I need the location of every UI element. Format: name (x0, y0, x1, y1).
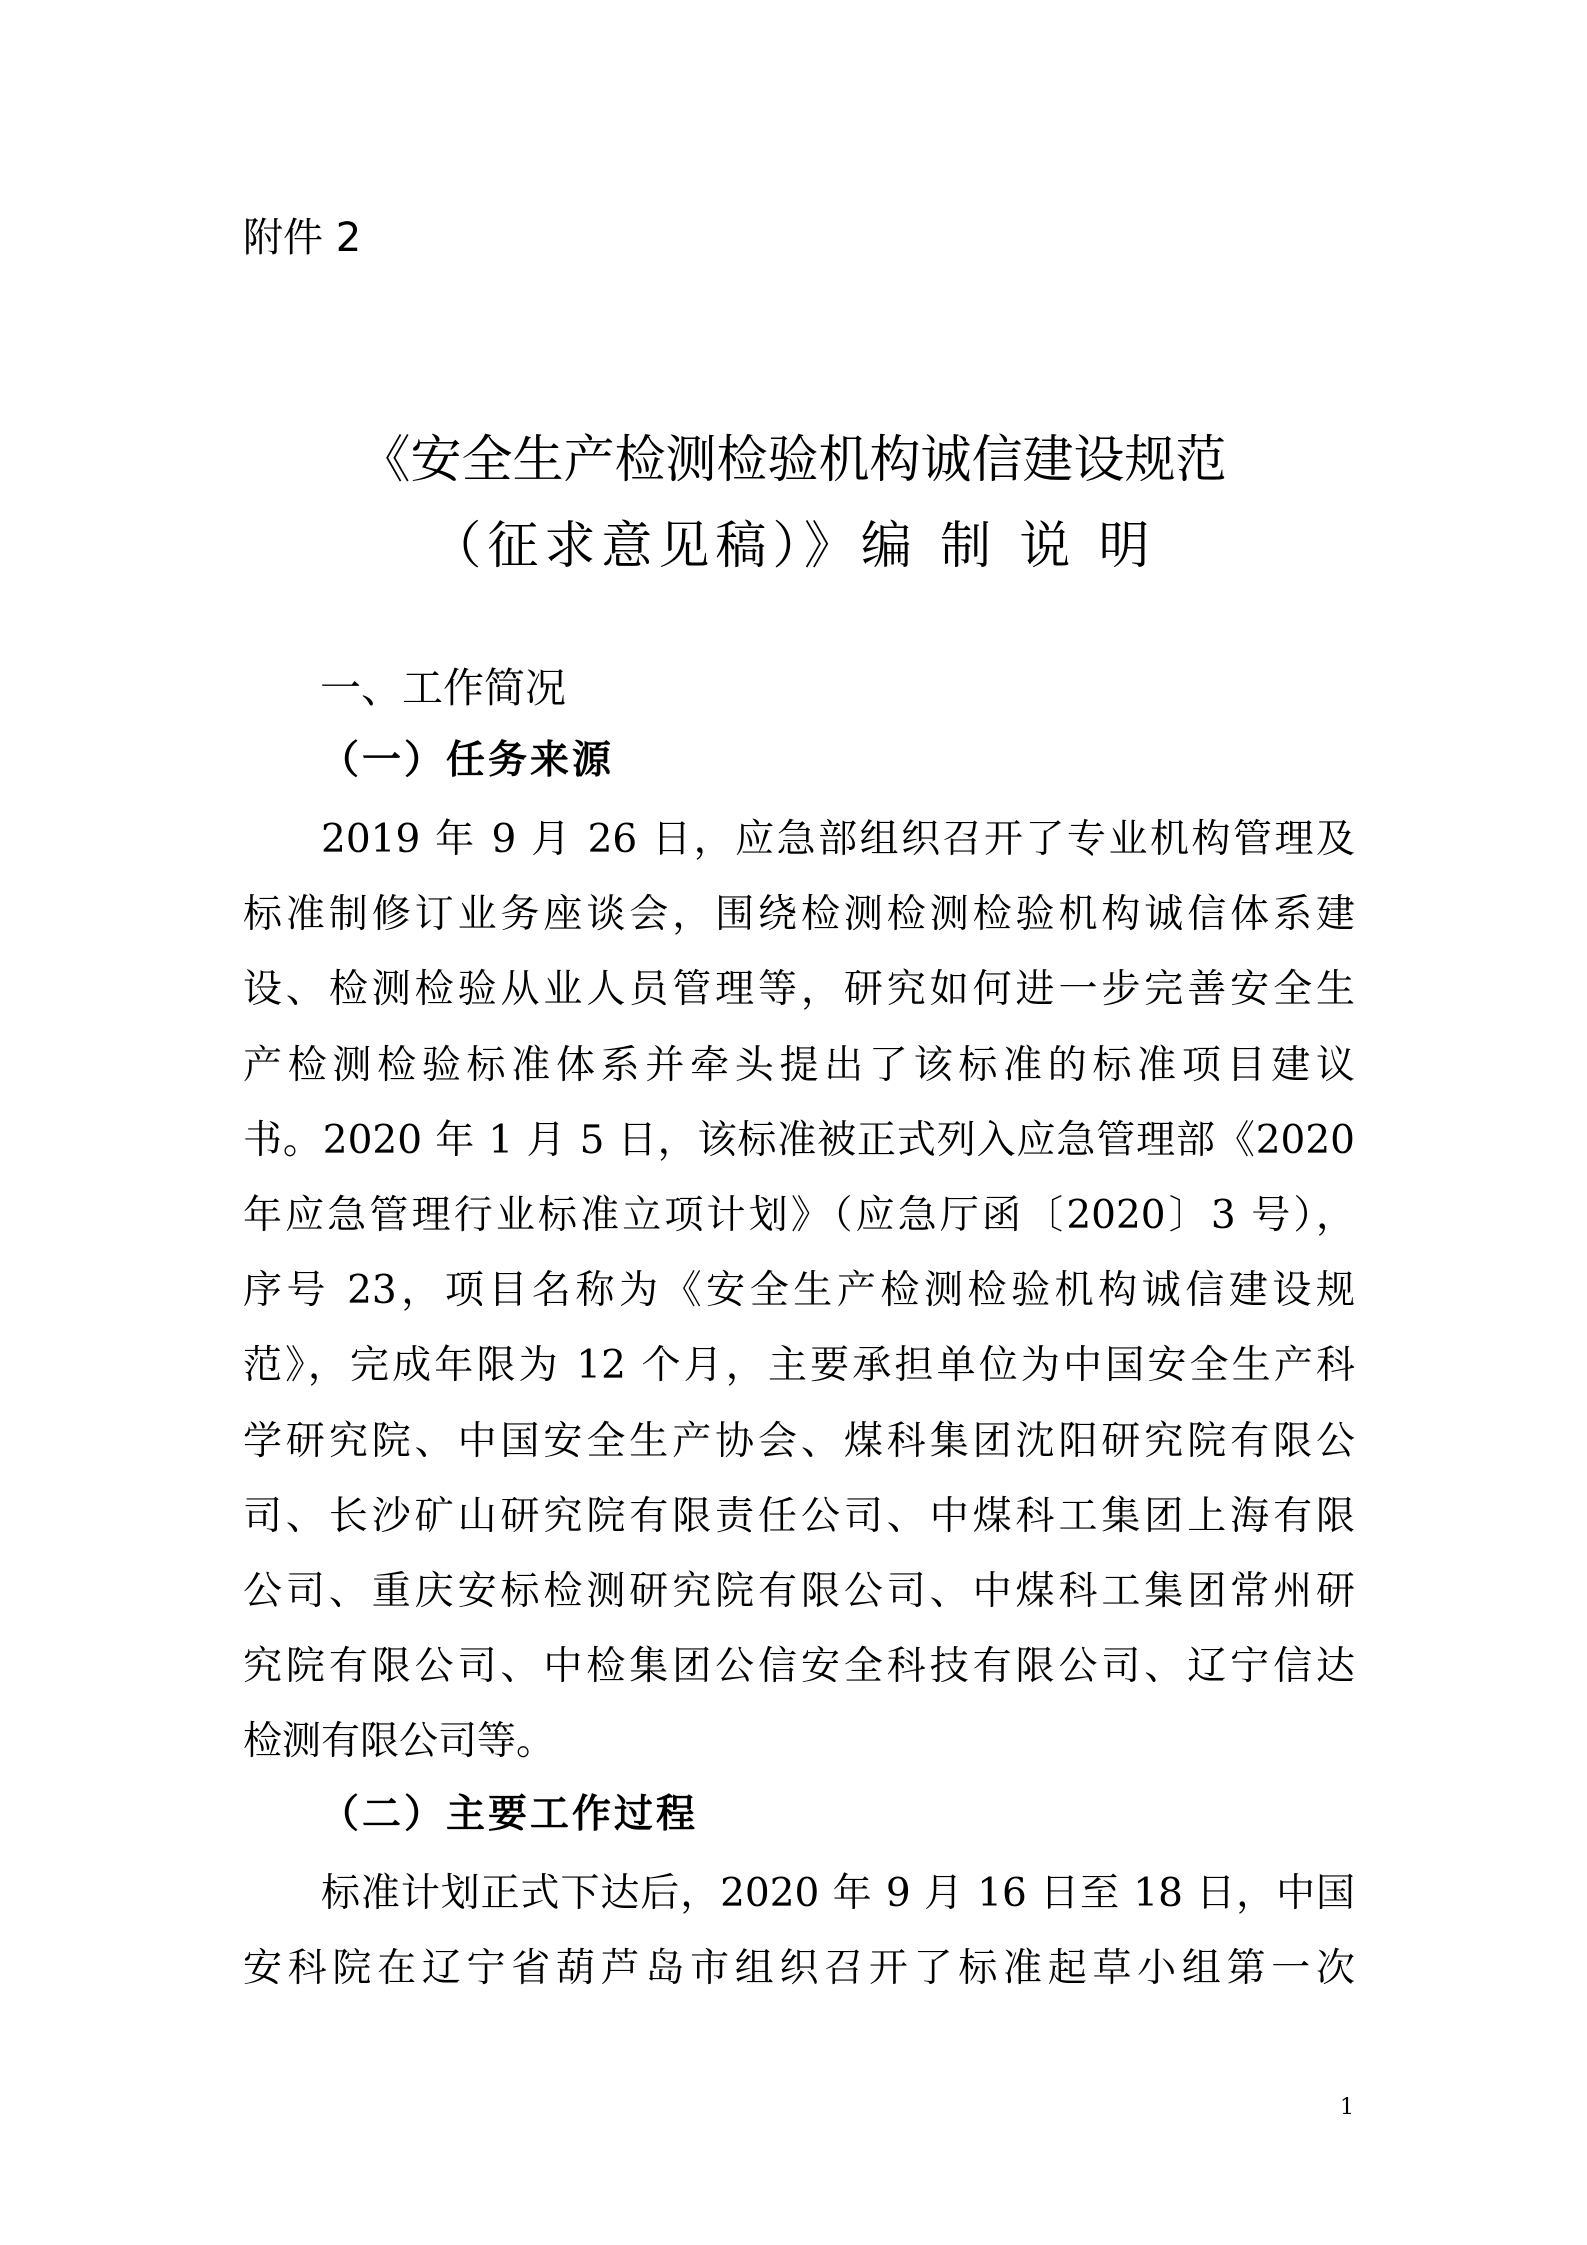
paragraph-line: 序号 23，项目名称为《安全生产检测检验机构诚信建设规 (243, 1268, 1355, 1314)
paragraph-line: 安科院在辽宁省葫芦岛市组织召开了标准起草小组第一次 (243, 1946, 1355, 1992)
paragraph-task-source (243, 802, 1355, 1779)
title-line-1: 《安全生产检测检验机构诚信建设规范 (359, 431, 1227, 490)
paragraph-line: 设、检测检验从业人员管理等，研究如何进一步完善安全生 (243, 967, 1355, 1013)
subsection-heading-main-work-process: （二）主要工作过程 (320, 1791, 699, 1837)
section-heading-work-overview: 一、工作简况 (320, 664, 566, 712)
paragraph-line: 司、长沙矿山研究院有限责任公司、中煤科工集团上海有限 (243, 1493, 1355, 1539)
paragraph-line: 产检测检验标准体系并牵头提出了该标准的标准项目建议 (243, 1042, 1355, 1088)
paragraph-line: 学研究院、中国安全生产协会、煤科集团沈阳研究院有限公 (243, 1418, 1355, 1464)
paragraph-line: 究院有限公司、中检集团公信安全科技有限公司、辽宁信达 (243, 1644, 1355, 1690)
paragraph-line: 公司、重庆安标检测研究院有限公司、中煤科工集团常州研 (243, 1568, 1355, 1614)
paragraph-line: 标准计划正式下达后，2020 年 9 月 16 日至 18 日，中国 (321, 1871, 1355, 1916)
paragraph-line: 书。2020 年 1 月 5 日，该标准被正式列入应急管理部《2020 (243, 1117, 1355, 1163)
title-line-2: （征求意见稿）》编 制 说 明 (430, 517, 1156, 576)
page-number: 1 (1340, 2095, 1354, 2120)
paragraph-line: 年应急管理行业标准立项计划》（应急厅函〔2020〕3 号）， (243, 1192, 1355, 1238)
paragraph-main-work-process (243, 1856, 1355, 2006)
paragraph-line: 检测有限公司等。 (243, 1719, 556, 1765)
paragraph-line: 标准制修订业务座谈会，围绕检测检测检验机构诚信体系建 (243, 892, 1355, 938)
document-title (243, 418, 1343, 590)
paragraph-line: 2019 年 9 月 26 日，应急部组织召开了专业机构管理及 (321, 817, 1355, 862)
attachment-label: 附件 2 (243, 215, 362, 261)
paragraph-line: 范》，完成年限为 12 个月，主要承担单位为中国安全生产科 (243, 1343, 1355, 1389)
subsection-heading-task-source: （一）任务来源 (320, 737, 615, 783)
